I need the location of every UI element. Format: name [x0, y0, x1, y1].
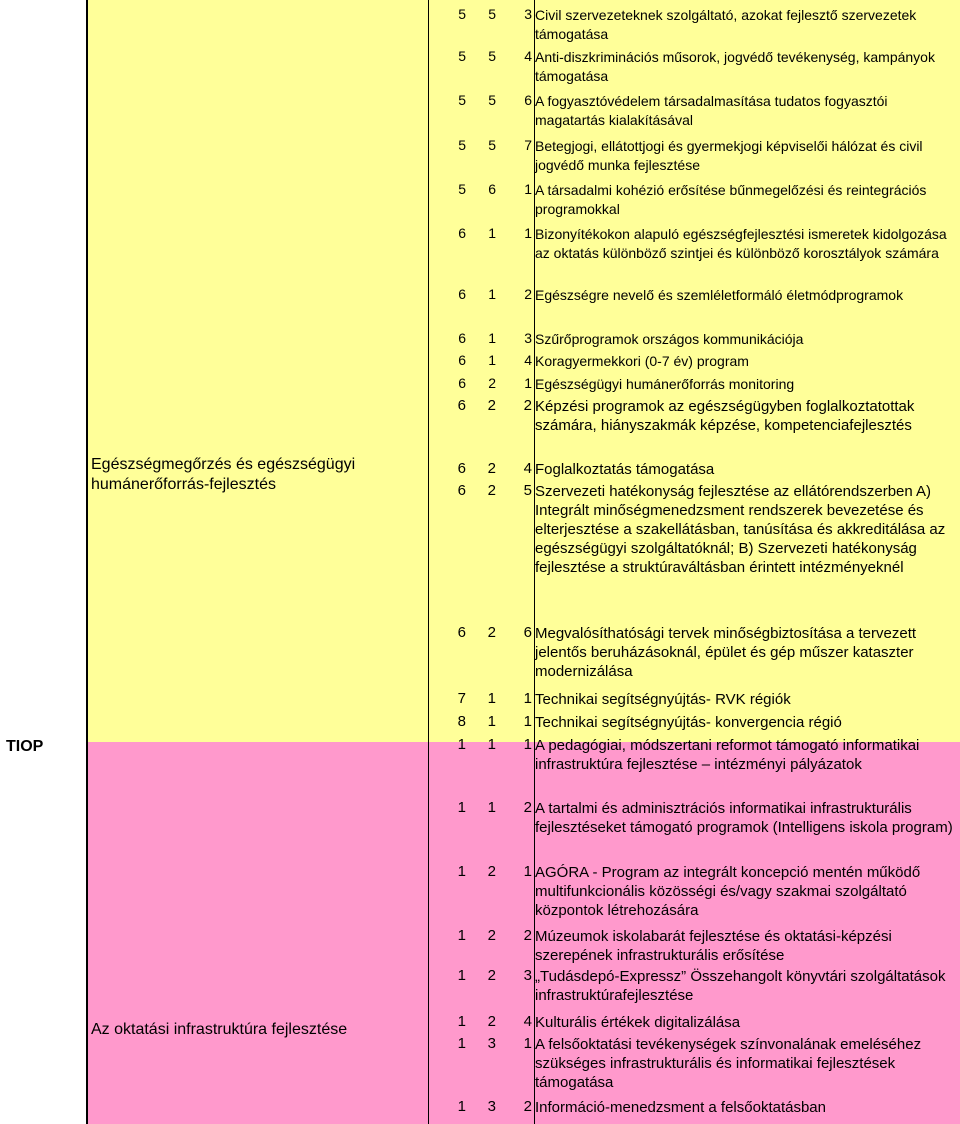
measure-text: Megvalósíthatósági tervek minőségbiztosítása a tervezett jelentős beruházásoknál, épület és gép műszer kataszter modernizálása [535, 625, 917, 680]
code-3-cell: 1 [523, 736, 532, 753]
measure-text: Egészségügyi humánerőforrás monitoring [535, 376, 795, 392]
measure-text: A pedagógiai, módszertani reformot támogató informatikai infrastruktúra fejlesztése – intézményi pályázatok [535, 737, 920, 773]
program-label: TIOP [6, 738, 44, 755]
code-1-cell: 6 [458, 286, 466, 302]
code-2-cell: 1 [488, 352, 496, 368]
code-1-cell: 6 [458, 330, 466, 346]
code-3-cell: 2 [523, 397, 532, 414]
table-row [428, 688, 960, 710]
measure-text: AGÓRA - Program az integrált koncepció mentén működő multifunkcionális közösségi és/vagy szakmai szolgáltató központok létrehozására [535, 864, 921, 919]
code-3-cell: 6 [524, 92, 532, 108]
code-3-cell: 1 [523, 863, 532, 880]
code-2-cell: 1 [487, 736, 496, 753]
table-row [428, 1011, 960, 1033]
code-1-cell: 1 [457, 863, 466, 880]
code-2-cell: 2 [487, 863, 496, 880]
program-column [0, 0, 88, 1124]
table-row [428, 1033, 960, 1095]
table-row [428, 284, 960, 328]
code-1-cell: 5 [458, 92, 466, 108]
measure-text: Betegjogi, ellátottjogi és gyermekjogi képviselői hálózat és civil jogvédő munka fejlesztése [535, 138, 923, 173]
code-3-cell: 2 [523, 799, 532, 816]
code-1-cell: 6 [457, 460, 466, 477]
code-3-cell: 3 [524, 330, 532, 346]
table-row [428, 350, 960, 372]
measure-text: Kulturális értékek digitalizálása [535, 1014, 741, 1031]
table-row [428, 480, 960, 620]
measure-text: „Tudásdepó-Expressz” Összehangolt könyvtári szolgáltatások infrastruktúrafejlesztése [535, 968, 946, 1004]
code-3-cell: 1 [524, 181, 532, 197]
code-1-cell: 6 [457, 482, 466, 499]
code-1-cell: 6 [458, 352, 466, 368]
table-row [428, 734, 960, 797]
table-row [428, 328, 960, 350]
code-2-cell: 5 [488, 137, 496, 153]
code-2-cell: 1 [488, 330, 496, 346]
code-1-cell: 6 [458, 375, 466, 391]
code-2-cell: 3 [487, 1098, 496, 1115]
code-3-cell: 4 [523, 460, 532, 477]
code-1-cell: 6 [458, 225, 466, 241]
code-1-cell: 1 [457, 967, 466, 984]
code-2-cell: 1 [488, 286, 496, 302]
measure-text: Anti-diszkriminációs műsorok, jogvédő tevékenység, kampányok támogatása [535, 49, 935, 84]
table-row [428, 797, 960, 860]
code-3-cell: 1 [524, 375, 532, 391]
code-2-cell: 6 [488, 181, 496, 197]
code-1-cell: 5 [458, 48, 466, 64]
measure-text: Technikai segítségnyújtás- RVK régiók [535, 691, 791, 708]
code-3-cell: 7 [524, 137, 532, 153]
measure-text: Civil szervezeteknek szolgáltató, azokat fejlesztő szervezetek támogatása [535, 7, 917, 42]
table-row [428, 925, 960, 969]
code-1-cell: 1 [457, 1098, 466, 1115]
code-2-cell: 1 [487, 713, 496, 730]
code-3-cell: 1 [523, 713, 532, 730]
table-row [428, 373, 960, 395]
code-3-cell: 4 [524, 352, 532, 368]
code-1-cell: 8 [457, 713, 466, 730]
table-row [428, 711, 960, 733]
code-3-cell: 1 [524, 225, 532, 241]
code-3-cell: 2 [523, 927, 532, 944]
measure-text: Foglalkoztatás támogatása [535, 461, 715, 478]
code-2-cell: 5 [488, 6, 496, 22]
code-3-cell: 1 [523, 690, 532, 707]
code-3-cell: 4 [524, 48, 532, 64]
code-3-cell: 1 [523, 1035, 532, 1052]
table-row [428, 965, 960, 1011]
measure-text: Technikai segítségnyújtás- konvergencia régió [535, 714, 842, 731]
code-1-cell: 5 [458, 137, 466, 153]
measure-text: Szervezeti hatékonyság fejlesztése az ellátórendszerben A) Integrált minőségmenedzsment rendszerek bevezetése és elterjesztése a szakellátásban, tanúsítása és akkreditálása az egészségügyi szolgáltatóknál; B) Szervezeti hatékonyság fejlesztése a struktúraváltásban érintett intézményeknél [535, 483, 946, 576]
measure-text: Múzeumok iskolabarát fejlesztése és oktatási-képzési szerepének infrastrukturális erősítése [535, 928, 892, 964]
table-row [428, 135, 960, 179]
code-1-cell: 1 [457, 1035, 466, 1052]
code-1-cell: 1 [457, 799, 466, 816]
code-2-cell: 2 [487, 927, 496, 944]
code-3-cell: 3 [523, 967, 532, 984]
code-2-cell: 5 [488, 48, 496, 64]
code-2-cell: 1 [487, 799, 496, 816]
code-1-cell: 6 [457, 397, 466, 414]
code-2-cell: 2 [487, 460, 496, 477]
code-3-cell: 2 [524, 286, 532, 302]
table-row [428, 458, 960, 480]
table-row [428, 622, 960, 688]
table-row [428, 395, 960, 457]
code-1-cell: 5 [458, 181, 466, 197]
code-2-cell: 2 [487, 482, 496, 499]
area-label-health: Egészségmegőrzés és egészségügyi humánerőforrás-fejlesztés [91, 456, 356, 493]
code-3-cell: 6 [523, 624, 532, 641]
table-row [428, 1096, 960, 1120]
measure-text: Információ-menedzsment a felsőoktatásban [535, 1099, 826, 1116]
code-1-cell: 6 [457, 624, 466, 641]
measure-text: A társadalmi kohézió erősítése bűnmegelőzési és reintegrációs programokkal [535, 182, 927, 217]
table-row [428, 861, 960, 924]
table-row [428, 179, 960, 223]
table-row [428, 223, 960, 284]
code-2-cell: 1 [487, 690, 496, 707]
code-3-cell: 5 [523, 482, 532, 499]
code-3-cell: 2 [523, 1098, 532, 1115]
table-row [428, 90, 960, 134]
code-1-cell: 5 [458, 6, 466, 22]
measure-text: A tartalmi és adminisztrációs informatikai infrastrukturális fejlesztéseket támogató programok (Intelligens iskola program) [535, 800, 953, 836]
code-3-cell: 3 [524, 6, 532, 22]
code-2-cell: 1 [488, 225, 496, 241]
code-1-cell: 7 [457, 690, 466, 707]
table-row [428, 4, 960, 48]
code-2-cell: 2 [488, 375, 496, 391]
area-label-education: Az oktatási infrastruktúra fejlesztése [91, 1021, 348, 1038]
code-1-cell: 1 [457, 1013, 466, 1030]
measure-text: A felsőoktatási tevékenységek színvonalának emeléséhez szükséges infrastrukturális és informatikai fejlesztések támogatása [535, 1036, 922, 1091]
measure-text: A fogyasztóvédelem társadalmasítása tudatos fogyasztói magatartás kialakításával [535, 93, 888, 128]
measure-text: Képzési programok az egészségügyben foglalkoztatottak számára, hiányszakmák képzése, kompetenciafejlesztés [535, 398, 915, 434]
measure-text: Szűrőprogramok országos kommunikációja [535, 331, 804, 347]
code-1-cell: 1 [457, 927, 466, 944]
table-row [428, 46, 960, 90]
code-2-cell: 2 [487, 1013, 496, 1030]
code-3-cell: 4 [523, 1013, 532, 1030]
code-2-cell: 2 [487, 624, 496, 641]
code-2-cell: 2 [487, 967, 496, 984]
measure-text: Bizonyítékokon alapuló egészségfejlesztési ismeretek kidolgozása az oktatás különböző szintjei és különböző korosztályok számára [535, 226, 947, 261]
code-2-cell: 2 [487, 397, 496, 414]
code-1-cell: 1 [457, 736, 466, 753]
measure-text: Egészségre nevelő és szemléletformáló életmódprogramok [535, 287, 904, 303]
code-2-cell: 3 [487, 1035, 496, 1052]
code-2-cell: 5 [488, 92, 496, 108]
measure-text: Koragyermekkori (0-7 év) program [535, 353, 749, 369]
